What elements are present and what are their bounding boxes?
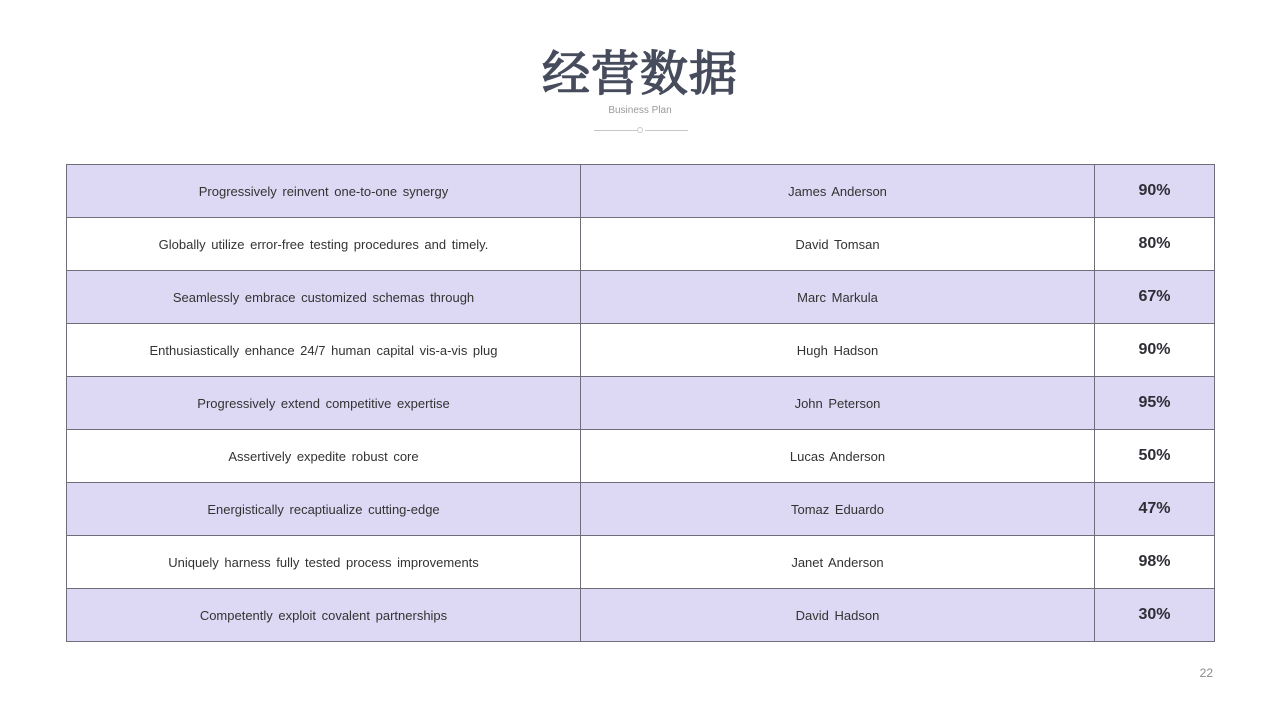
table-row — [67, 271, 1215, 324]
percent-cell: 50% — [1095, 430, 1215, 483]
percent-cell: 90% — [1095, 165, 1215, 218]
title-divider — [594, 126, 688, 136]
person-name-cell: Marc Markula — [581, 271, 1095, 324]
slide-subtitle: Business Plan — [608, 105, 672, 116]
percent-cell: 30% — [1095, 589, 1215, 642]
divider-dot-icon — [637, 127, 643, 133]
percent-cell: 47% — [1095, 483, 1215, 536]
divider-line-left — [594, 130, 637, 131]
description-cell: Energistically recaptiualize cutting-edge — [67, 483, 581, 536]
person-name-cell: John Peterson — [581, 377, 1095, 430]
table-row — [67, 165, 1215, 218]
percent-cell: 80% — [1095, 218, 1215, 271]
description-cell: Seamlessly embrace customized schemas through — [67, 271, 581, 324]
table-row — [67, 536, 1215, 589]
table-row — [67, 483, 1215, 536]
percent-cell: 90% — [1095, 324, 1215, 377]
business-data-table — [66, 164, 1215, 642]
person-name-cell: Lucas Anderson — [581, 430, 1095, 483]
description-cell: Enthusiastically enhance 24/7 human capital vis-a-vis plug — [67, 324, 581, 377]
table-row — [67, 589, 1215, 642]
person-name-cell: Tomaz Eduardo — [581, 483, 1095, 536]
person-name-cell: Janet Anderson — [581, 536, 1095, 589]
slide-title: 经营数据 — [541, 46, 738, 102]
page-number: 22 — [1199, 666, 1213, 680]
person-name-cell: James Anderson — [581, 165, 1095, 218]
table-row — [67, 430, 1215, 483]
description-cell: Globally utilize error-free testing procedures and timely. — [67, 218, 581, 271]
percent-cell: 98% — [1095, 536, 1215, 589]
description-cell: Assertively expedite robust core — [67, 430, 581, 483]
person-name-cell: David Tomsan — [581, 218, 1095, 271]
description-cell: Progressively reinvent one-to-one synergy — [67, 165, 581, 218]
description-cell: Progressively extend competitive expertise — [67, 377, 581, 430]
description-cell: Uniquely harness fully tested process improvements — [67, 536, 581, 589]
percent-cell: 95% — [1095, 377, 1215, 430]
table-row — [67, 377, 1215, 430]
percent-cell: 67% — [1095, 271, 1215, 324]
person-name-cell: David Hadson — [581, 589, 1095, 642]
divider-line-right — [645, 130, 688, 131]
table-row — [67, 324, 1215, 377]
person-name-cell: Hugh Hadson — [581, 324, 1095, 377]
description-cell: Competently exploit covalent partnerships — [67, 589, 581, 642]
table-body — [67, 165, 1215, 642]
table-row — [67, 218, 1215, 271]
